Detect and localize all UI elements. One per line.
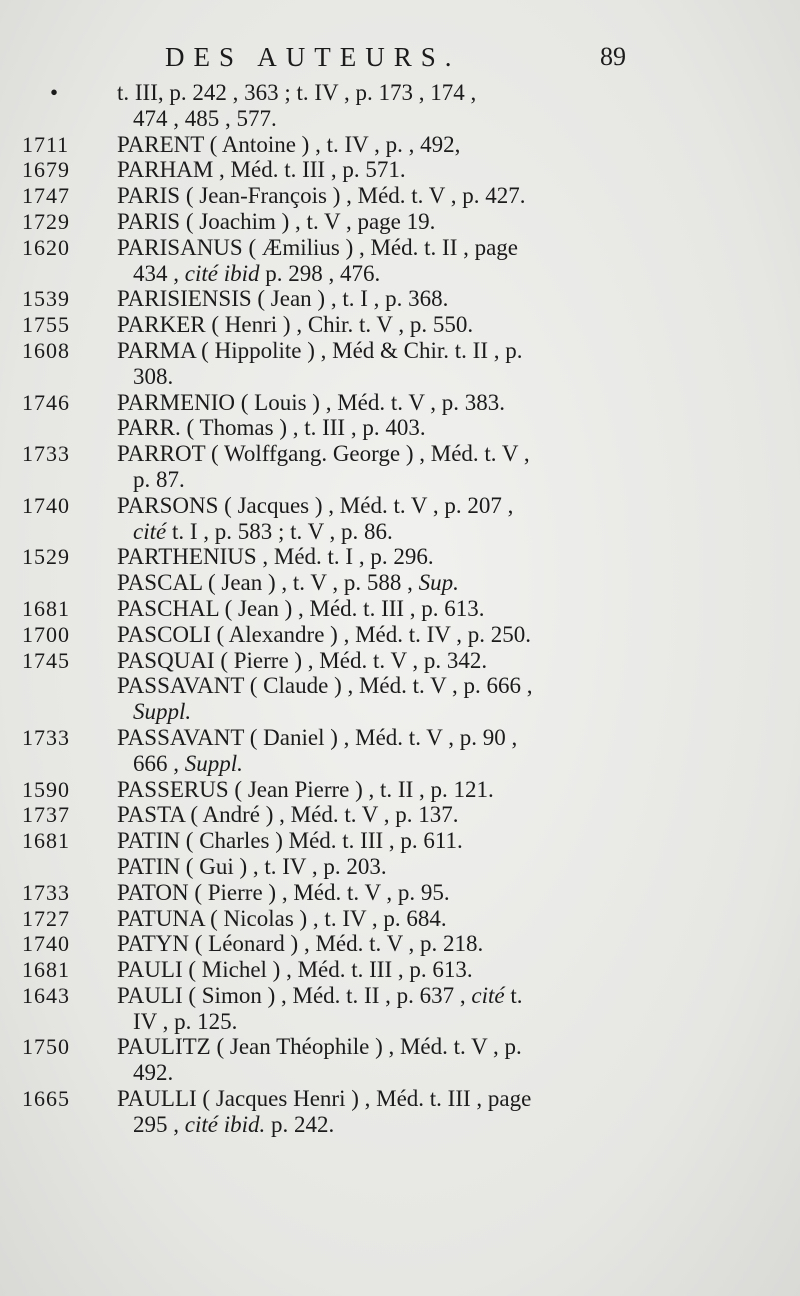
entry-year: 1681 [22,957,70,983]
entry-text: PASTA ( André ) , Méd. t. V , p. 137. [117,802,459,828]
entry-text: PASCAL ( Jean ) , t. V , p. 588 , Sup. [117,570,459,596]
entry-text [133,699,191,725]
index-entry [0,725,800,777]
entry-text: PARROT ( Wolffgang. George ) , Méd. t. V , [117,441,530,467]
entry-first-line [0,132,800,158]
index-entry [0,390,800,416]
entry-first-line [0,622,800,648]
entry-year: 1681 [22,595,70,621]
entry-first-line [0,570,800,596]
entry-text: 434 , cité ibid p. 298 , 476. [133,260,381,286]
entry-text: 666 , Suppl. [133,750,243,776]
running-title: DES AUTEURS. [165,42,461,72]
entry-text: PARR. ( Thomas ) , t. III , p. 403. [117,415,426,441]
entry-text: PARTHENIUS , Méd. t. I , p. 296. [117,544,434,570]
entry-text: 492. [133,1060,174,1086]
leading-mark: • [50,80,59,105]
entry-first-line [0,544,800,570]
index-entry [0,338,800,390]
italic-fragment: Suppl. [133,699,192,725]
entry-text: PASSAVANT ( Claude ) , Méd. t. V , p. 666 , [117,673,533,699]
index-entry [0,1034,800,1086]
index-entry [0,132,800,158]
entry-year: 1539 [22,286,70,312]
entry-year: 1711 [22,131,70,157]
entry-first-line [0,286,800,312]
entry-text: PASSAVANT ( Daniel ) , Méd. t. V , p. 90 , [117,724,518,750]
index-entry [0,415,800,441]
entry-continuation-line [0,261,800,287]
entry-year: 1745 [22,647,70,673]
entry-year: 1665 [22,1086,70,1112]
index-entry [0,441,800,493]
index-entry [0,983,800,1035]
entry-year: 1590 [22,776,70,802]
index-entry [0,777,800,803]
entry-text: PARENT ( Antoine ) , t. IV , p. , 492, [117,131,461,157]
index-entry [0,802,800,828]
entry-continuation-line [0,699,800,725]
entry-continuation-line [0,519,800,545]
entry-first-line [0,157,800,183]
entry-first-line [0,725,800,751]
index-entry [0,544,800,570]
index-entry [0,828,800,854]
entry-first-line [0,931,800,957]
entry-first-line [0,1086,800,1112]
entry-first-line [0,673,800,699]
entry-year: 1681 [22,828,70,854]
index-entry [0,570,800,596]
entry-text: PARSONS ( Jacques ) , Méd. t. V , p. 207 , [117,492,514,518]
entry-year: 1747 [22,183,70,209]
entry-first-line [0,415,800,441]
italic-fragment: cité ibid. [184,1111,266,1137]
entry-year: 1529 [22,544,70,570]
entry-year: 1740 [22,931,70,957]
entry-continuation-line [0,467,800,493]
entry-first-line [0,1034,800,1060]
entry-first-line [0,235,800,261]
entry-text: PARMENIO ( Louis ) , Méd. t. V , p. 383. [117,389,506,415]
index-entry [0,957,800,983]
entry-first-line [0,983,800,1009]
entry-text: PAULI ( Simon ) , Méd. t. II , p. 637 , cité t. [117,982,523,1008]
italic-fragment: Suppl. [184,750,243,776]
entry-first-line [0,338,800,364]
index-entry [0,235,800,287]
entry-first-line [0,802,800,828]
entry-first-line [0,183,800,209]
entry-text: IV , p. 125. [133,1008,238,1034]
index-entry [0,80,800,132]
entry-text: 308. [133,363,174,389]
entry-text: PAULITZ ( Jean Théophile ) , Méd. t. V , p. [117,1034,522,1060]
entry-year: 1608 [22,337,70,363]
entry-year: 1643 [22,982,70,1008]
italic-fragment: cité [471,982,505,1008]
index-entry [0,157,800,183]
index-entry [0,622,800,648]
index-entry [0,286,800,312]
entry-text: PARMA ( Hippolite ) , Méd & Chir. t. II , p. [117,337,523,363]
entry-first-line [0,596,800,622]
entry-text: PARKER ( Henri ) , Chir. t. V , p. 550. [117,312,474,338]
entry-text: 295 , cité ibid. p. 242. [133,1111,335,1137]
index-entry [0,854,800,880]
entry-continuation-line [0,364,800,390]
entry-text: PASQUAI ( Pierre ) , Méd. t. V , p. 342. [117,647,488,673]
entry-first-line [0,493,800,519]
entry-first-line [0,80,800,106]
index-entry [0,312,800,338]
entry-first-line [0,648,800,674]
entry-text: p. 87. [133,466,185,492]
entry-year: 1620 [22,234,70,260]
page-number: 89 [600,42,626,71]
entry-text: PAULLI ( Jacques Henri ) , Méd. t. III , page [117,1086,532,1112]
entry-continuation-line [0,1009,800,1035]
index-entry [0,906,800,932]
entry-first-line [0,957,800,983]
entry-first-line [0,854,800,880]
entry-year: 1737 [22,802,70,828]
italic-fragment: cité ibid [184,260,260,286]
entry-text: PARISANUS ( Æmilius ) , Méd. t. II , page [117,234,519,260]
entry-year: 1700 [22,621,70,647]
entry-first-line [0,828,800,854]
entry-year: 1679 [22,157,70,183]
running-header [0,38,800,82]
italic-fragment: Sup. [418,570,459,596]
entry-text: PARHAM , Méd. t. III , p. 571. [117,157,406,183]
entry-year: 1733 [22,441,70,467]
index-entry [0,183,800,209]
entry-text: PATIN ( Charles ) Méd. t. III , p. 611. [117,828,463,854]
entry-text: PARIS ( Joachim ) , t. V , page 19. [117,208,436,234]
entry-text: cité t. I , p. 583 ; t. V , p. 86. [133,518,393,544]
entry-year: 1750 [22,1034,70,1060]
index-entry [0,493,800,545]
entry-text: PATUNA ( Nicolas ) , t. IV , p. 684. [117,905,447,931]
entry-continuation-line [0,106,800,132]
entry-first-line [0,906,800,932]
entry-first-line [0,390,800,416]
entry-year: 1740 [22,492,70,518]
index-entry [0,209,800,235]
entry-text: PASCHAL ( Jean ) , Méd. t. III , p. 613. [117,595,485,621]
entry-first-line [0,880,800,906]
italic-fragment: cité [133,518,167,544]
entry-first-line [0,441,800,467]
entry-first-line [0,312,800,338]
entry-text: PATIN ( Gui ) , t. IV , p. 203. [117,853,387,879]
entry-text: PATON ( Pierre ) , Méd. t. V , p. 95. [117,879,450,905]
index-entry [0,648,800,674]
entry-text: t. III, p. 242 , 363 ; t. IV , p. 173 , 174 , [117,80,477,105]
index-entry [0,931,800,957]
index-entry [0,596,800,622]
entry-year: 1727 [22,905,70,931]
entry-year: 1755 [22,312,70,338]
entry-text: PAULI ( Michel ) , Méd. t. III , p. 613. [117,957,473,983]
entry-year: 1733 [22,724,70,750]
entry-first-line [0,209,800,235]
entry-continuation-line [0,751,800,777]
entry-text: 474 , 485 , 577. [133,105,277,131]
index-entries [0,80,800,1138]
index-entry [0,673,800,725]
entry-text: PARIS ( Jean-François ) , Méd. t. V , p. 427. [117,183,526,209]
entry-year: 1746 [22,389,70,415]
entry-year: 1733 [22,879,70,905]
entry-text: PARISIENSIS ( Jean ) , t. I , p. 368. [117,286,449,312]
entry-year: 1729 [22,208,70,234]
entry-text: PASSERUS ( Jean Pierre ) , t. II , p. 121. [117,776,494,802]
index-entry [0,880,800,906]
entry-text: PASCOLI ( Alexandre ) , Méd. t. IV , p. 250. [117,621,531,647]
entry-first-line [0,777,800,803]
entry-continuation-line [0,1112,800,1138]
index-entry [0,1086,800,1138]
entry-text: PATYN ( Léonard ) , Méd. t. V , p. 218. [117,931,484,957]
entry-continuation-line [0,1060,800,1086]
